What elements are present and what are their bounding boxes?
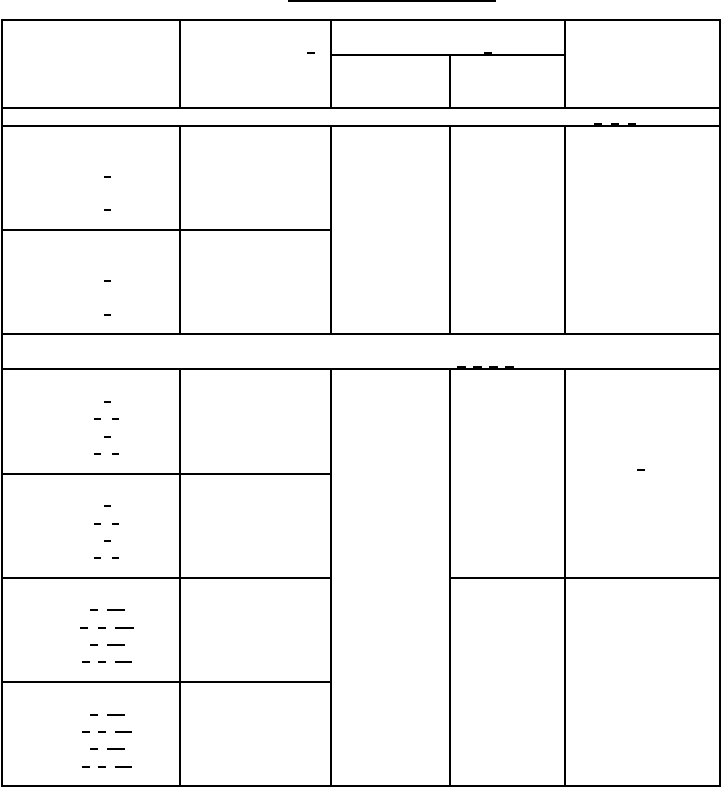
illegible-text-marks [80,53,645,767]
